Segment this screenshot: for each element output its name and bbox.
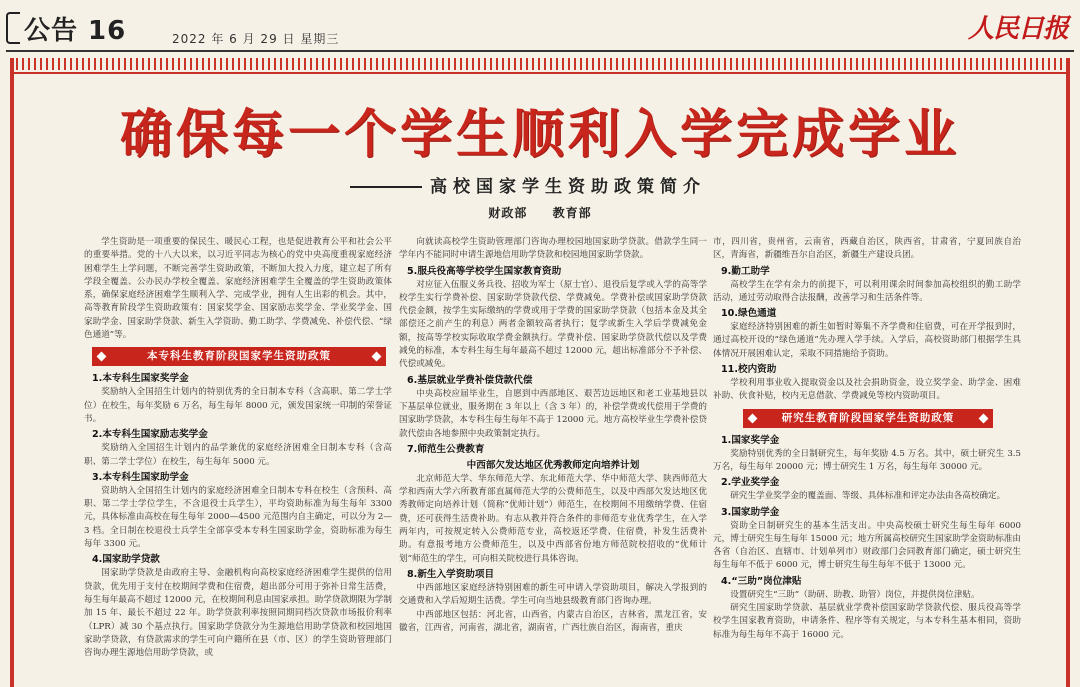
- heading-assistantship: 4.“三助”岗位津贴: [721, 575, 802, 587]
- decorative-border-line: [10, 72, 1070, 74]
- text-column-3: [713, 236, 1021, 642]
- heading-encouragement-scholarship: 2.本专科生国家励志奖学金: [92, 429, 208, 441]
- subtitle-dash: [350, 186, 386, 188]
- intro-paragraph: 学生资助是一项重要的保民生、暖民心工程，也是促进教育公平和社会公平的重要举措。党的十八大以来，以习近平同志为核心的党中央高度重视家庭经济困难学生上学问题，不断完善学生资助政策，不断加大投入力度，建立起了所有学段全覆盖、公办民办学校全覆盖、家庭经济困难学生全覆盖的学生资助政策体系，确保家庭经济困难学生顺利入学、完成学业，拥有人生出彩的机会。其中，高等教育阶段学生资助政策有：国家奖学金、国家励志奖学金、学业奖学金、国家助学金、国家助学贷款、新生入学资助、勤工助学、学费减免、补偿代偿、“绿色通道”等。: [84, 237, 392, 341]
- paragraph-grad-grant: 资助全日制研究生的基本生活支出。中央高校硕士研究生每生每年 6000 元，博士研究生每生每年 15000 元；地方所属高校研究生国家助学金资助标准由各省（自治区、直辖市、计划单列市）财政部门会同教育部门确定，硕士研究生每生每年不低于 6000 元，博士研究生每生每年不低于 13000 元。: [713, 520, 1021, 571]
- paragraph-grad-other-aid: 研究生国家助学贷款、基层就业学费补偿国家助学贷款代偿、服兵役高等学校学生国家教育资助，申请条件、程序等有关规定，与本专科生基本相同，资助标准为每生每年不高于 16000 元。: [713, 603, 1021, 640]
- author-ministry-of-education: 教育部: [552, 206, 592, 220]
- paragraph-regions-list: 中西部地区包括：河北省，山西省，内蒙古自治区，吉林省，黑龙江省，安徽省，江西省，河南省，湖北省，湖南省，广西壮族自治区，海南省，重庆: [399, 609, 707, 633]
- article-title: 确保每一个学生顺利入学完成学业: [119, 104, 960, 165]
- masthead-bracket: [6, 12, 20, 44]
- heading-undergrad-grant: 3.本专科生国家助学金: [92, 471, 189, 483]
- subtitle-text: 高校国家学生资助政策简介: [430, 177, 706, 197]
- paragraph-student-loan: 国家助学贷款是由政府主导、金融机构向高校家庭经济困难学生提供的信用贷款，优先用于支付在校期间学费和住宿费，超出部分可用于弥补日常生活费，每生每年最高不超过 12000 元，在校期间利息由国家承担。助学贷款期限为学制加 15 年、最长不超过 22 年。助学贷款利率按照同期同档次贷款市场报价利率（LPR）减 30 个基点执行。国家助学贷款分为生源地信用助学贷款和校园地国家助学贷款，有贷款需求的学生可向户籍所在县（市、区）的学生资助管理部门咨询办理生源地信用助学贷款，或: [84, 568, 392, 659]
- paragraph-encouragement-scholarship: 奖励纳入全国招生计划内的品学兼优的家庭经济困难全日制本专科（含高职、第二学士学位）在校生，每生每年 5000 元。: [84, 443, 392, 467]
- heading-grassroots-employment: 6.基层就业学费补偿贷款代偿: [407, 374, 533, 386]
- paragraph-academic-scholarship: 研究生学业奖学金的覆盖面、等级、具体标准和评定办法由各高校确定。: [730, 491, 1006, 502]
- subtitle-dash: [386, 186, 422, 188]
- heading-teacher-education: 7.师范生公费教育: [407, 443, 485, 455]
- heading-teacher-training-plan: 中西部欠发达地区优秀教师定向培养计划: [466, 459, 640, 471]
- paragraph-freshman-aid: 中西部地区家庭经济特别困难的新生可申请入学资助项目，解决入学报到的交通费和入学后短期生活费。学生可向当地县级教育部门咨询办理。: [399, 582, 707, 607]
- issue-date: 2022 年 6 月 29 日 星期三: [172, 32, 340, 46]
- heading-freshman-aid: 8.新生入学资助项目: [407, 568, 495, 580]
- author-ministry-of-finance: 财政部: [488, 206, 528, 220]
- heading-work-study: 9.勤工助学: [721, 265, 770, 277]
- heading-campus-aid: 11.校内资助: [721, 364, 777, 376]
- paragraph-work-study: 高校学生在学有余力的前提下，可以利用课余时间参加高校组织的勤工助学活动，通过劳动取得合法报酬，改善学习和生活条件等。: [713, 279, 1021, 303]
- heading-grad-grant: 3.国家助学金: [721, 506, 780, 518]
- paragraph-campus-aid: 学校利用事业收入提取资金以及社会捐助资金，设立奖学金、助学金、困难补助、伙食补贴，校内无息借款、学费减免等校内资助项目。: [713, 378, 1021, 402]
- heading-undergrad-national-scholarship: 1.本专科生国家奖学金: [92, 373, 189, 385]
- paragraph-grad-national-scholarship: 奖励特别优秀的全日制研究生，每年奖励 4.5 万名。其中，硕士研究生 3.5 万名，每生每年 20000 元；博士研究生 1 万名，每生每年 30000 元。: [713, 448, 1021, 472]
- paragraph-regions-continued: 市，四川省，贵州省，云南省，西藏自治区，陕西省，甘肃省，宁夏回族自治区，青海省，新疆维吾尔自治区，新疆生产建设兵团。: [713, 237, 1021, 261]
- text-column-2: [399, 236, 707, 635]
- paragraph-teacher-education: 北京师范大学、华东师范大学、东北师范大学、华中师范大学、陕西师范大学和西南大学六所教育部直属师范大学的公费师范生，以及中西部欠发达地区优秀教师定向培养计划（简称“优师计划”）师范生，在校期间不用缴纳学费、住宿费，还可获得生活费补助。有志从教并符合条件的非师范专业优秀学生，在入学两年内，可按规定转入公费师范专业，高校返还学费、住宿费，补发生活费补助。有意报考地方公费师范生，以及中西部省份地方师范院校招收的“优师计划”师范生的学生，可向相关院校进行具体咨询。: [399, 473, 707, 564]
- paragraph-grassroots-employment: 中央高校应届毕业生，自愿到中西部地区、艰苦边远地区和老工业基地县以下基层单位就业，服务期在 3 年以上（含 3 年）的，补偿学费或代偿用于学费的国家助学贷款，本专科生每生每年不高于 12000 元。地方高校毕业生学费补偿贷款代偿由各地参照中央政策制定执行。: [399, 388, 707, 439]
- heading-academic-scholarship: 2.学业奖学金: [721, 477, 780, 489]
- heading-green-channel: 10.绿色通道: [721, 308, 777, 320]
- paragraph-green-channel: 家庭经济特别困难的新生如暂时筹集不齐学费和住宿费，可在开学报到时，通过高校开设的“绿色通道”先办理入学手续。入学后，高校资助部门根据学生具体情况开展困难认定，采取不同措施给予资助。: [713, 322, 1021, 359]
- heading-student-loan: 4.国家助学贷款: [92, 554, 160, 566]
- article-authors: [0, 204, 1080, 221]
- masthead: [6, 8, 1074, 48]
- paragraph-military-service-aid: 对应征入伍服义务兵役、招收为军士（原士官）、退役后复学或入学的高等学校学生实行学费补偿、国家助学贷款代偿、学费减免。学费补偿或国家助学贷款代偿金额，按学生实际缴纳的学费或用于学费的国家助学贷款（包括本金及其全部偿还之前产生的利息）两者金额较高者执行；复学或新生入学后学费减免金额，按高等学校实际收取学费金额执行。学费补偿、国家助学贷款代偿以及学费减免的标准，本专科生每生每年最高不超过 12000 元，超出标准部分不予补偿、代偿或减免。: [399, 279, 707, 370]
- heading-grad-national-scholarship: 1.国家奖学金: [721, 434, 780, 446]
- section-banner-undergrad: 本专科生教育阶段国家学生资助政策: [92, 347, 386, 366]
- article-subtitle: [350, 172, 706, 197]
- decorative-border-top: [10, 58, 1070, 70]
- masthead-rule: [6, 50, 1074, 52]
- paragraph-undergrad-grant: 资助纳入全国招生计划内的家庭经济困难全日制本专科在校生（含预科、高职、第二学士学位学生，不含退役士兵学生），平均资助标准为每生每年 3300 元，具体标准由高校在每生每年 2000—4500 元范围内自主确定，可以分为 2—3 档。全日制在校退役士兵学生全部享受本专科生国家助学金，资助标准为每生每年 3300 元。: [84, 485, 392, 550]
- text-column-1: [84, 236, 392, 660]
- section-page-label: 公告 16: [24, 16, 127, 46]
- paragraph-assistantship: 设置研究生“三助”（助研、助教、助管）岗位，并提供岗位津贴。: [730, 589, 980, 600]
- section-banner-graduate: 研究生教育阶段国家学生资助政策: [743, 409, 993, 428]
- paragraph-loan-continued: 向就读高校学生资助管理部门咨询办理校园地国家助学贷款。借款学生同一学年内不能同时申请生源地信用助学贷款和校园地国家助学贷款。: [399, 237, 707, 261]
- paragraph-undergrad-national-scholarship: 奖励纳入全国招生计划内的特别优秀的全日制本专科（含高职、第二学士学位）在校生，每年奖励 6 万名，每生每年 8000 元，颁发国家统一印制的荣誉证书。: [84, 387, 392, 424]
- heading-military-service-aid: 5.服兵役高等学校学生国家教育资助: [407, 265, 562, 277]
- newspaper-logo: 人民日报: [967, 14, 1068, 44]
